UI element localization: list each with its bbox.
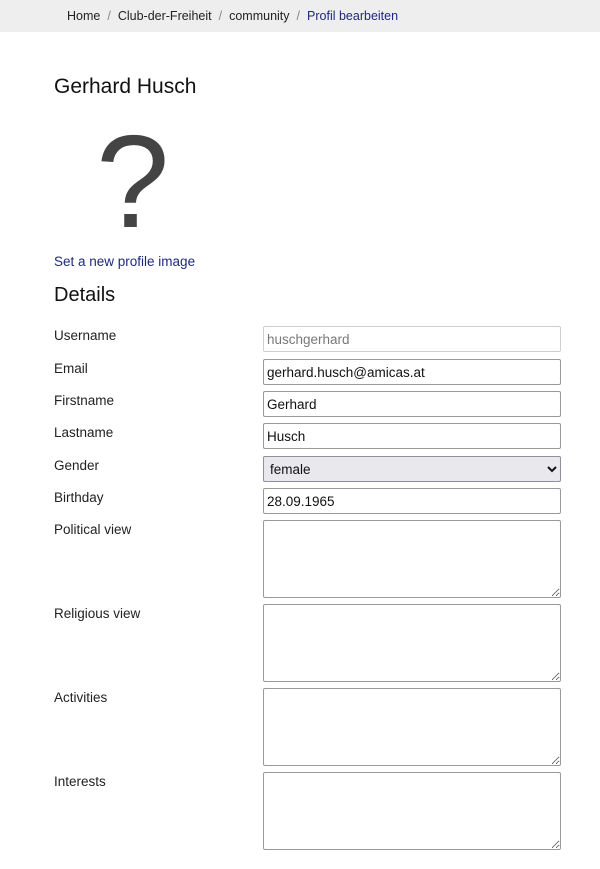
lastname-field[interactable] — [263, 423, 561, 449]
religious-view-textarea[interactable] — [263, 604, 561, 682]
breadcrumb-current: Profil bearbeiten — [307, 9, 399, 23]
avatar-placeholder-icon: ? — [96, 108, 170, 255]
username-field — [263, 326, 561, 352]
breadcrumb — [0, 0, 600, 32]
political-view-label: Political view — [54, 522, 132, 537]
breadcrumb-separator: / — [218, 9, 223, 23]
set-profile-image-link[interactable]: Set a new profile image — [54, 254, 196, 269]
details-form — [54, 327, 561, 847]
profile-edit-content — [0, 32, 561, 847]
page-title: Gerhard Husch — [54, 75, 197, 98]
breadcrumb-separator: / — [296, 9, 301, 23]
interests-textarea[interactable] — [263, 772, 561, 850]
email-label: Email — [54, 361, 88, 376]
lastname-label: Lastname — [54, 425, 114, 440]
username-label: Username — [54, 328, 117, 343]
email-field[interactable] — [263, 359, 561, 385]
gender-label: Gender — [54, 458, 100, 473]
activities-textarea[interactable] — [263, 688, 561, 766]
breadcrumb-home[interactable]: Home — [67, 9, 101, 23]
religious-view-label: Religious view — [54, 606, 141, 621]
interests-label: Interests — [54, 774, 106, 789]
firstname-field[interactable] — [263, 391, 561, 417]
details-heading: Details — [54, 284, 116, 306]
birthday-field[interactable] — [263, 488, 561, 514]
birthday-label: Birthday — [54, 490, 104, 505]
gender-select[interactable] — [263, 456, 561, 482]
firstname-label: Firstname — [54, 393, 115, 408]
political-view-textarea[interactable] — [263, 520, 561, 598]
breadcrumb-club[interactable]: Club-der-Freiheit — [117, 9, 212, 23]
breadcrumb-separator: / — [107, 9, 111, 23]
activities-label: Activities — [54, 690, 108, 705]
breadcrumb-community[interactable]: community — [229, 9, 290, 23]
